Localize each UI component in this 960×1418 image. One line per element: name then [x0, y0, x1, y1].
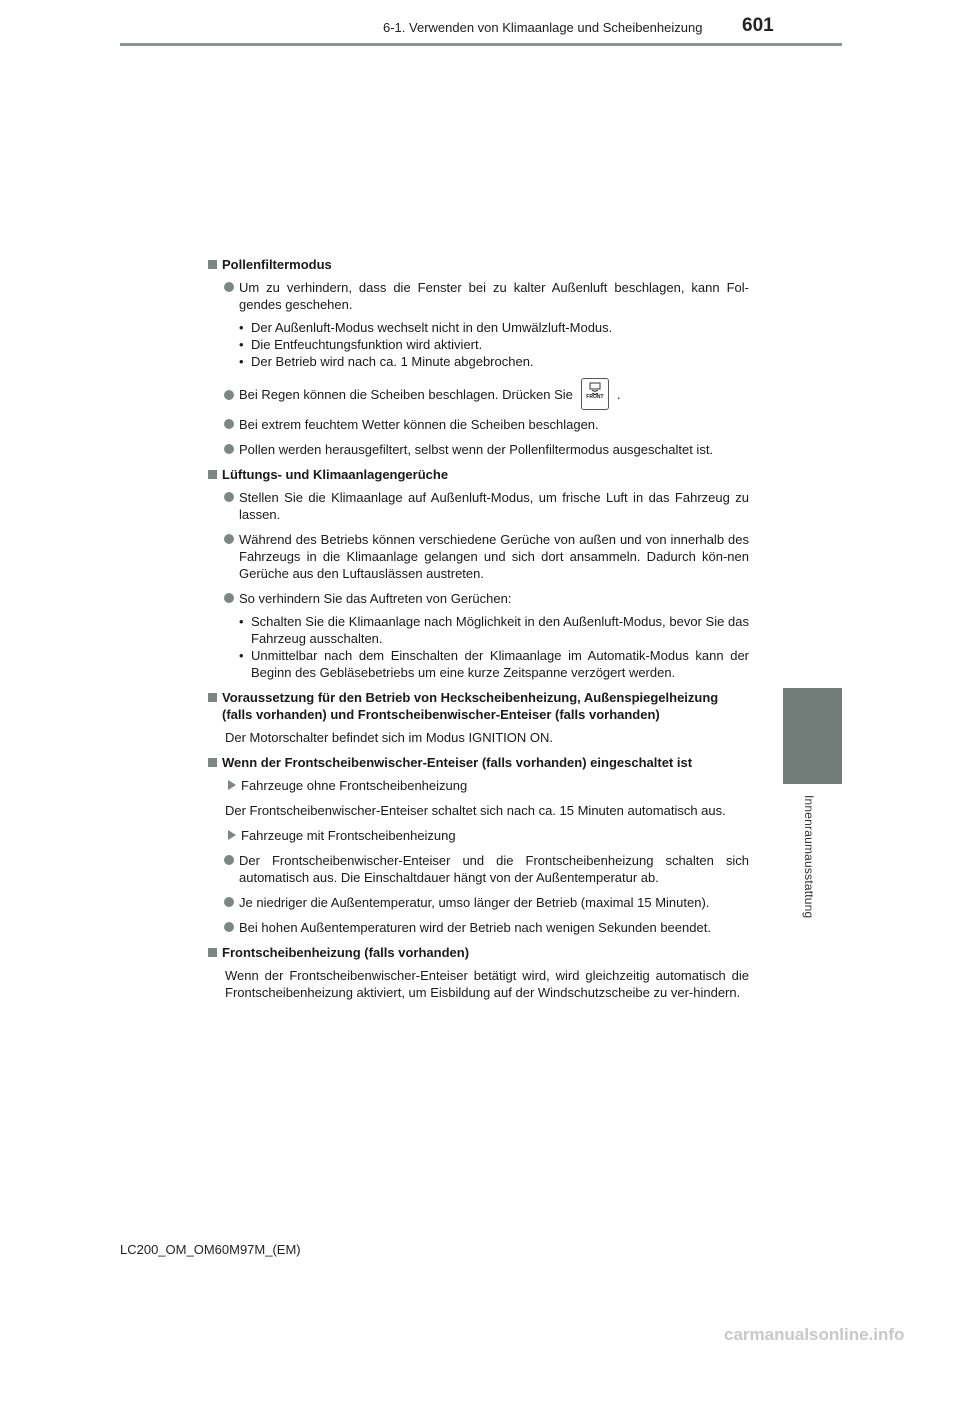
- square-bullet-icon: [208, 693, 217, 702]
- bullet-item: [208, 416, 749, 433]
- sub-item-text: Der Außenluft-Modus wechselt nicht in den Umwälzluft-Modus.: [251, 320, 613, 335]
- square-bullet-icon: [208, 758, 217, 767]
- circle-bullet-icon: [224, 593, 234, 603]
- bullet-item: [208, 531, 749, 582]
- circle-bullet-icon: [224, 922, 234, 932]
- page-number: 601: [742, 15, 774, 36]
- arrow-text: Fahrzeuge mit Frontscheibenheizung: [241, 828, 456, 843]
- heading-text: Wenn der Frontscheibenwischer-Enteiser (falls vorhanden) eingeschaltet ist: [222, 755, 693, 770]
- heading-text: Pollenfiltermodus: [222, 257, 332, 272]
- circle-bullet-icon: [224, 855, 234, 865]
- circle-bullet-icon: [224, 282, 234, 292]
- square-bullet-icon: [208, 470, 217, 479]
- circle-bullet-icon: [224, 390, 234, 400]
- square-bullet-icon: [208, 948, 217, 957]
- watermark: carmanualsonline.info: [724, 1325, 905, 1344]
- heading-text: Lüftungs- und Klimaanlagengerüche: [222, 467, 449, 482]
- bullet-item: [208, 489, 749, 523]
- bullet-text: Bei Regen können die Scheiben beschlagen. Drücken Sie: [239, 386, 573, 402]
- circle-bullet-icon: [224, 534, 234, 544]
- bullet-item: [208, 919, 749, 936]
- bullet-text: Pollen werden herausgefiltert, selbst wenn der Pollenfiltermodus ausgeschaltet ist.: [239, 442, 714, 457]
- section-heading: [208, 466, 749, 483]
- bullet-text: Um zu verhindern, dass die Fenster bei zu kalter Außenluft beschlagen, kann Fol-gendes geschehen.: [239, 280, 749, 312]
- sub-item: • Die Entfeuchtungsfunktion wird aktiviert.: [239, 337, 483, 352]
- sub-item: • Der Betrieb wird nach ca. 1 Minute abgebrochen.: [239, 354, 534, 369]
- bullet-item: [208, 590, 749, 607]
- bullet-text: Bei extrem feuchtem Wetter können die Scheiben beschlagen.: [239, 417, 599, 432]
- chapter-number: 6: [809, 1404, 816, 1418]
- sub-item: • Der Außenluft-Modus wechselt nicht in den Umwälzluft-Modus.: [239, 320, 613, 335]
- paragraph: Der Frontscheibenwischer-Enteiser schaltet sich nach ca. 15 Minuten automatisch aus.: [225, 803, 726, 818]
- bullet-item: [208, 441, 749, 458]
- bullet-text: Der Frontscheibenwischer-Enteiser und die Frontscheibenheizung schalten sich automatisch aus. Die Einschaltdauer hängt von der Außentemperatur ab.: [239, 853, 749, 885]
- sub-item-text: Die Entfeuchtungsfunktion wird aktiviert.: [251, 337, 483, 352]
- section-title: 6-1. Verwenden von Klimaanlage und Scheibenheizung: [383, 20, 703, 35]
- bullet-text: Während des Betriebs können verschiedene Gerüche von außen und von innerhalb des Fahrzeugs in die Klimaanlage gelangen und sich dort ansammeln. Dadurch kön-nen Gerüche aus den Luftauslässen austreten.: [239, 532, 749, 581]
- bullet-item: [208, 894, 749, 911]
- bullet-item: [208, 852, 749, 886]
- chapter-label: Innenraumausstattung: [802, 795, 816, 919]
- bullet-item: [208, 279, 749, 313]
- main-content: [208, 256, 749, 1009]
- bullet-text: Stellen Sie die Klimaanlage auf Außenluft-Modus, um frische Luft in das Fahrzeug zu lassen.: [239, 490, 749, 522]
- sub-item-text: Schalten Sie die Klimaanlage nach Möglichkeit in den Außenluft-Modus, bevor Sie das Fahrzeug ausschalten.: [251, 614, 749, 646]
- bullet-text: Je niedriger die Außentemperatur, umso länger der Betrieb (maximal 15 Minuten).: [239, 895, 710, 910]
- section-heading: [208, 944, 749, 961]
- sub-item: • Schalten Sie die Klimaanlage nach Möglichkeit in den Außenluft-Modus, bevor Sie das Fahrzeug ausschalten.: [239, 614, 749, 646]
- square-bullet-icon: [208, 260, 217, 269]
- bullet-text: So verhindern Sie das Auftreten von Gerüchen:: [239, 591, 512, 606]
- triangle-arrow-icon: [228, 830, 236, 840]
- section-heading: [208, 689, 749, 723]
- heading-text: Frontscheibenheizung (falls vorhanden): [222, 945, 470, 960]
- document-id: LC200_OM_OM60M97M_(EM): [120, 1242, 301, 1257]
- sub-list: [208, 319, 749, 370]
- sub-item: • Unmittelbar nach dem Einschalten der Klimaanlage im Automatik-Modus kann der Beginn des Gebläsebetriebs um eine kurze Zeitspanne verzögert werden.: [239, 648, 749, 680]
- arrow-item: [208, 827, 749, 844]
- circle-bullet-icon: [224, 897, 234, 907]
- paragraph: Wenn der Frontscheibenwischer-Enteiser betätigt wird, wird gleichzeitig automatisch die Frontscheibenheizung aktiviert, um Eisbildung auf der Windschutzscheibe zu ver-hindern.: [225, 968, 749, 1000]
- triangle-arrow-icon: [228, 780, 236, 790]
- circle-bullet-icon: [224, 492, 234, 502]
- bullet-text-end: .: [616, 386, 621, 402]
- paragraph: Der Motorschalter befindet sich im Modus IGNITION ON.: [225, 730, 553, 745]
- header-divider: [120, 43, 842, 46]
- front-button-label: FRONT: [586, 394, 604, 400]
- heading-text: Voraussetzung für den Betrieb von Heckscheibenheizung, Außenspiegelheizung (falls vorhanden) und Frontscheibenwischer-Enteiser (falls vorhanden): [222, 690, 719, 722]
- section-heading: [208, 754, 749, 771]
- arrow-item: [208, 777, 749, 794]
- bullet-text: Bei hohen Außentemperaturen wird der Betrieb nach wenigen Sekunden beendet.: [239, 920, 711, 935]
- section-heading: [208, 256, 749, 273]
- bullet-item: [208, 378, 749, 410]
- sub-list: [208, 613, 749, 681]
- circle-bullet-icon: [224, 444, 234, 454]
- circle-bullet-icon: [224, 419, 234, 429]
- front-defroster-button-icon: [581, 378, 609, 410]
- arrow-text: Fahrzeuge ohne Frontscheibenheizung: [241, 778, 468, 793]
- sub-item-text: Unmittelbar nach dem Einschalten der Klimaanlage im Automatik-Modus kann der Beginn des Gebläsebetriebs um eine kurze Zeitspanne verzögert werden.: [251, 648, 749, 680]
- sub-item-text: Der Betrieb wird nach ca. 1 Minute abgebrochen.: [251, 354, 534, 369]
